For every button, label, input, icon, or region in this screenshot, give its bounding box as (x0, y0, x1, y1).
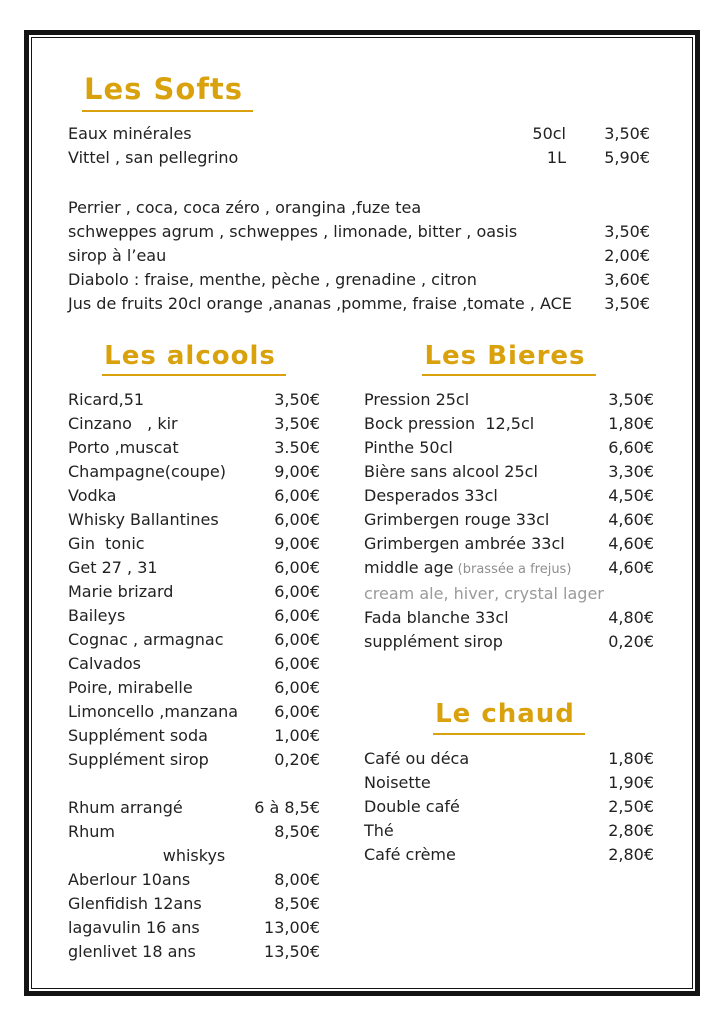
menu-row (68, 820, 320, 844)
menu-row (68, 604, 320, 628)
item-price: 2,50€ (608, 797, 654, 817)
item-label: Supplément soda (68, 726, 208, 746)
item-price: 8,50€ (274, 822, 320, 842)
item-label: middle age (brassée a frejus) (364, 558, 572, 578)
item-price: 3,50€ (608, 390, 654, 410)
chaud-rows (364, 747, 654, 867)
menu-row (68, 244, 650, 268)
menu-row (68, 652, 320, 676)
item-label: Desperados 33cl (364, 486, 498, 506)
item-label: Calvados (68, 654, 141, 674)
menu-row (68, 892, 320, 916)
item-price: 6,00€ (274, 606, 320, 626)
menu-row (364, 747, 654, 771)
item-price: 6,00€ (274, 702, 320, 722)
section-title-les-bieres: Les Bieres (422, 342, 595, 377)
item-price: 9,00€ (274, 534, 320, 554)
item-price: 6,00€ (274, 654, 320, 674)
item-price: 6,00€ (274, 510, 320, 530)
item-label: Rhum (68, 822, 115, 842)
menu-row (68, 484, 320, 508)
menu-row (68, 436, 320, 460)
item-label: Supplément sirop (68, 750, 209, 770)
item-price: 5,90€ (604, 147, 650, 167)
item-price: 8,00€ (274, 870, 320, 890)
item-price: 3,50€ (274, 414, 320, 434)
item-size: 50cl (532, 123, 566, 143)
menu-columns (68, 340, 654, 965)
item-label: Café crème (364, 845, 456, 865)
menu-row (364, 556, 654, 582)
item-label: Gin tonic (68, 534, 145, 554)
menu-row (68, 122, 650, 146)
item-price: 3,50€ (604, 293, 650, 313)
item-price: 6,00€ (274, 486, 320, 506)
menu-row (364, 630, 654, 654)
bieres-heading-wrap (364, 342, 654, 377)
item-label: Grimbergen rouge 33cl (364, 510, 550, 530)
menu-row (364, 508, 654, 532)
chaud-heading-wrap (364, 700, 654, 735)
item-label: Champagne(coupe) (68, 462, 227, 482)
menu-row (68, 460, 320, 484)
item-label: Baileys (68, 606, 126, 626)
menu-row (364, 484, 654, 508)
section-title-les-alcools: Les alcools (102, 342, 286, 377)
item-label: Bock pression 12,5cl (364, 414, 535, 434)
item-label: Jus de fruits 20cl orange ,ananas ,pomme, fraise ,tomate , ACE (68, 293, 572, 313)
item-price: 4,80€ (608, 608, 654, 628)
item-price: 4,60€ (608, 534, 654, 554)
menu-row (364, 412, 654, 436)
item-label: schweppes agrum , schweppes , limonade, bitter , oasis (68, 221, 518, 241)
item-label: Café ou déca (364, 749, 470, 769)
item-price: 3,30€ (608, 462, 654, 482)
item-label: glenlivet 18 ans (68, 942, 196, 962)
alcools-rows (68, 388, 320, 964)
menu-row (68, 146, 650, 170)
item-label: Fada blanche 33cl (364, 608, 509, 628)
item-price: 1,00€ (274, 726, 320, 746)
item-price: 1,90€ (608, 773, 654, 793)
alcools-heading-wrap (68, 342, 320, 377)
item-size: 1L (546, 147, 566, 167)
bieres-rows (364, 388, 654, 654)
menu-row (364, 460, 654, 484)
item-label: Noisette (364, 773, 431, 793)
item-price: 2,80€ (608, 821, 654, 841)
row-spacer (68, 170, 650, 196)
item-label: Whisky Ballantines (68, 510, 219, 530)
item-label: Vittel , san pellegrino (68, 147, 239, 167)
section-softs (68, 74, 650, 316)
menu-row (68, 724, 320, 748)
item-label: Aberlour 10ans (68, 870, 191, 890)
menu-row (68, 292, 650, 316)
item-price: 9,00€ (274, 462, 320, 482)
item-label: Thé (364, 821, 394, 841)
column-bieres-chaud (364, 342, 654, 965)
menu-row (68, 700, 320, 724)
menu-row (68, 196, 650, 220)
item-price: 13,50€ (264, 942, 320, 962)
item-label: Rhum arrangé (68, 798, 183, 818)
item-price: 13,00€ (264, 918, 320, 938)
item-price: 6,00€ (274, 678, 320, 698)
item-label: Pinthe 50cl (364, 438, 453, 458)
item-label: Glenfidish 12ans (68, 894, 202, 914)
menu-row (68, 508, 320, 532)
menu-row (364, 606, 654, 630)
item-price: 2,00€ (604, 245, 650, 265)
menu-row (364, 819, 654, 843)
item-label: Pression 25cl (364, 390, 470, 410)
item-label: sirop à l’eau (68, 245, 167, 265)
section-title-le-chaud: Le chaud (433, 700, 585, 735)
item-label: Cinzano , kir (68, 414, 178, 434)
item-label: Perrier , coca, coca zéro , orangina ,fuze tea (68, 197, 422, 217)
item-price: 2,80€ (608, 845, 654, 865)
menu-row (68, 388, 320, 412)
item-label: Double café (364, 797, 460, 817)
item-price: 6,00€ (274, 558, 320, 578)
item-label: Porto ,muscat (68, 438, 179, 458)
menu-row (68, 940, 320, 964)
menu-row (68, 916, 320, 940)
item-price: 3,50€ (604, 123, 650, 143)
menu-row (68, 676, 320, 700)
item-price: 0,20€ (608, 632, 654, 652)
item-price: 3,50€ (274, 390, 320, 410)
item-label: Poire, mirabelle (68, 678, 193, 698)
item-label: supplément sirop (364, 632, 503, 652)
item-price: 1,80€ (608, 749, 654, 769)
softs-rows (68, 122, 650, 316)
menu-row (364, 795, 654, 819)
item-price: 8,50€ (274, 894, 320, 914)
menu-row (364, 582, 654, 606)
item-label: Ricard,51 (68, 390, 145, 410)
item-label: lagavulin 16 ans (68, 918, 200, 938)
row-spacer (68, 772, 320, 796)
item-price: 6,00€ (274, 582, 320, 602)
menu-row (68, 412, 320, 436)
column-alcools (68, 342, 320, 965)
item-price: 4,60€ (608, 510, 654, 530)
menu-row (68, 628, 320, 652)
item-label: Marie brizard (68, 582, 174, 602)
item-label: whiskys (162, 846, 226, 866)
item-label: Diabolo : fraise, menthe, pèche , grenadine , citron (68, 269, 477, 289)
menu-page (31, 37, 693, 989)
item-label: Get 27 , 31 (68, 558, 158, 578)
menu-row (68, 748, 320, 772)
item-price: 4,60€ (608, 558, 654, 578)
softs-heading-wrap (82, 74, 650, 112)
item-label: Cognac , armagnac (68, 630, 224, 650)
item-price: 6,00€ (274, 630, 320, 650)
item-price: 3.50€ (274, 438, 320, 458)
menu-row (68, 220, 650, 244)
menu-row (68, 868, 320, 892)
item-price: 6,60€ (608, 438, 654, 458)
menu-row (364, 436, 654, 460)
item-note: (brassée a frejus) (453, 562, 572, 578)
item-price: 4,50€ (608, 486, 654, 506)
item-price: 3,50€ (604, 221, 650, 241)
menu-row (68, 268, 650, 292)
menu-row (364, 388, 654, 412)
item-label: Grimbergen ambrée 33cl (364, 534, 565, 554)
menu-subheading (68, 844, 320, 868)
menu-row (364, 843, 654, 867)
item-price: 1,80€ (608, 414, 654, 434)
item-label: Limoncello ,manzana (68, 702, 239, 722)
item-price: 3,60€ (604, 269, 650, 289)
item-label: cream ale, hiver, crystal lager (364, 584, 604, 604)
item-label: Vodka (68, 486, 117, 506)
menu-row (68, 532, 320, 556)
menu-row (68, 556, 320, 580)
item-label: Bière sans alcool 25cl (364, 462, 538, 482)
menu-row (364, 771, 654, 795)
menu-row (364, 532, 654, 556)
section-title-les-softs: Les Softs (82, 74, 253, 112)
menu-row (68, 580, 320, 604)
item-price: 6 à 8,5€ (254, 798, 320, 818)
page-border (24, 30, 700, 996)
menu-row (68, 796, 320, 820)
item-price: 0,20€ (274, 750, 320, 770)
item-label: Eaux minérales (68, 123, 192, 143)
